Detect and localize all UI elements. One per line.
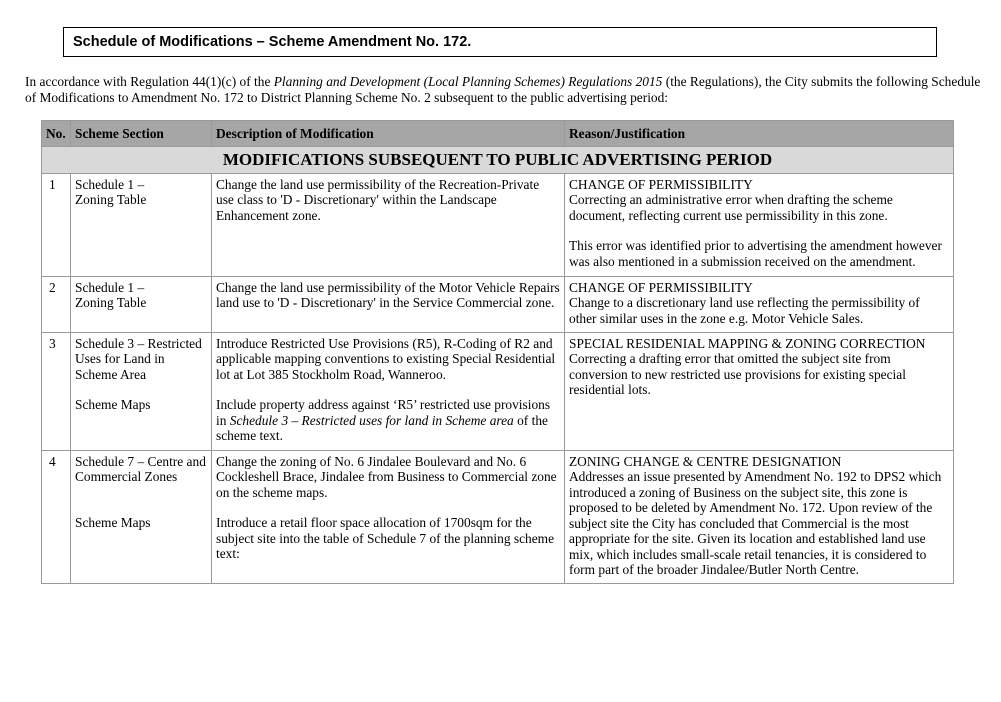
- header-no: No.: [42, 121, 71, 147]
- document-title: Schedule of Modifications – Scheme Amendment No. 172.: [73, 34, 472, 50]
- description-text: Change the land use permissibility of the Motor Vehicle Repairs land use to 'D - Discretionary' in the Service Commercial zone.: [216, 279, 560, 310]
- row-number: 4: [42, 450, 71, 583]
- description-text: Introduce a retail floor space allocation of 1700sqm for the subject site into the table of Schedule 7 of the planning scheme text:: [216, 515, 555, 561]
- scheme-section-line: Schedule 1 –: [75, 279, 145, 295]
- intro-text-start: In accordance with Regulation 44(1)(c) of the: [25, 74, 274, 89]
- description-text-start: Include property address against ‘R5’ restricted use provisions in: [216, 397, 551, 428]
- reason-cell: [565, 276, 954, 332]
- description-text: Change the land use permissibility of the Recreation-Private use class to 'D - Discretionary' within the Landscape Enhancement zone.: [216, 176, 540, 223]
- table-row: [42, 450, 954, 583]
- reason-cell: [565, 332, 954, 450]
- paragraph-gap: [75, 500, 207, 515]
- paragraph-gap: [216, 500, 560, 515]
- reason-heading: CHANGE OF PERMISSIBILITY: [569, 176, 753, 192]
- scheme-section-extra: Scheme Maps: [75, 514, 151, 530]
- table-row: [42, 276, 954, 332]
- reason-text: Correcting an administrative error when drafting the scheme document, reflecting current use permissibility in this zone.: [569, 192, 893, 223]
- reason-text: Change to a discretionary land use reflecting the permissibility of other similar uses in the zone e.g. Motor Vehicle Sales.: [569, 295, 920, 326]
- intro-paragraph: [25, 74, 985, 106]
- description-italic-reference: Schedule 3 – Restricted uses for land in Scheme area: [229, 412, 514, 428]
- description-text: Change the zoning of No. 6 Jindalee Boulevard and No. 6 Cockleshell Brace, Jindalee from Business to Commercial zone on the scheme maps.: [216, 453, 557, 500]
- intro-regulation-name: Planning and Development (Local Planning Schemes) Regulations 2015: [273, 74, 663, 89]
- paragraph-gap: [75, 382, 207, 397]
- description-cell: [212, 276, 565, 332]
- reason-text: Correcting a drafting error that omitted the subject site from conversion to new restricted use provisions for existing special residential lots.: [569, 351, 906, 397]
- reason-text: This error was identified prior to advertising the amendment however was also mentioned in a submission received on the amendment.: [569, 238, 942, 269]
- scheme-section-cell: [71, 276, 212, 332]
- paragraph-gap: [216, 382, 560, 397]
- table-row: [42, 332, 954, 450]
- description-text-end: of the scheme text.: [216, 412, 548, 443]
- description-cell: [212, 173, 565, 276]
- document-title-box: [63, 27, 937, 57]
- description-text: Introduce Restricted Use Provisions (R5), R-Coding of R2 and applicable mapping conventions to existing Special Residential lot at Lot 385 Stockholm Road, Wanneroo.: [216, 335, 556, 382]
- row-number: 1: [42, 173, 71, 276]
- table-header-row: [42, 121, 954, 147]
- scheme-section-cell: [71, 450, 212, 583]
- reason-heading: ZONING CHANGE & CENTRE DESIGNATION: [569, 453, 842, 469]
- paragraph-gap: [75, 485, 207, 500]
- row-number: 3: [42, 332, 71, 450]
- scheme-section-cell: [71, 332, 212, 450]
- scheme-section-text: Schedule 3 – Restricted Uses for Land in Scheme Area: [75, 335, 202, 382]
- description-text-2: [216, 397, 560, 444]
- header-description: Description of Modification: [212, 121, 565, 147]
- scheme-section-line: Schedule 1 –: [75, 176, 145, 192]
- section-heading: MODIFICATIONS SUBSEQUENT TO PUBLIC ADVERTISING PERIOD: [42, 147, 954, 174]
- scheme-section-line: Zoning Table: [75, 295, 147, 310]
- header-scheme-section: Scheme Section: [71, 121, 212, 147]
- paragraph-gap: [569, 223, 949, 238]
- description-cell: [212, 332, 565, 450]
- modifications-table: [41, 120, 954, 584]
- header-reason: Reason/Justification: [565, 121, 954, 147]
- scheme-section-text: Schedule 7 – Centre and Commercial Zones: [75, 453, 206, 484]
- scheme-section-cell: [71, 173, 212, 276]
- section-heading-row: [42, 147, 954, 174]
- reason-heading: SPECIAL RESIDENIAL MAPPING & ZONING CORRECTION: [569, 335, 926, 351]
- description-cell: [212, 450, 565, 583]
- intro-text-end: (the Regulations), the City submits the following Schedule of Modifications to Amendment No. 172 to District Planning Scheme No. 2 subsequent to the public advertising period:: [25, 74, 981, 105]
- scheme-section-extra: Scheme Maps: [75, 397, 151, 412]
- reason-heading: CHANGE OF PERMISSIBILITY: [569, 279, 753, 295]
- table-row: [42, 173, 954, 276]
- row-number: 2: [42, 276, 71, 332]
- reason-text: Addresses an issue presented by Amendment No. 192 to DPS2 which introduced a zoning of Business on the subject site, this zone is proposed to be deleted by Amendment No. 172. Upon review of the subject site the City has concluded that Commercial is the most appropriate for the site. Given its location and established land use mix, which includes small-scale retail tenancies, it is considered to form part of the broader Jindalee/Butler North Centre.: [569, 469, 942, 577]
- scheme-section-line: Zoning Table: [75, 192, 147, 207]
- reason-cell: [565, 173, 954, 276]
- reason-cell: [565, 450, 954, 583]
